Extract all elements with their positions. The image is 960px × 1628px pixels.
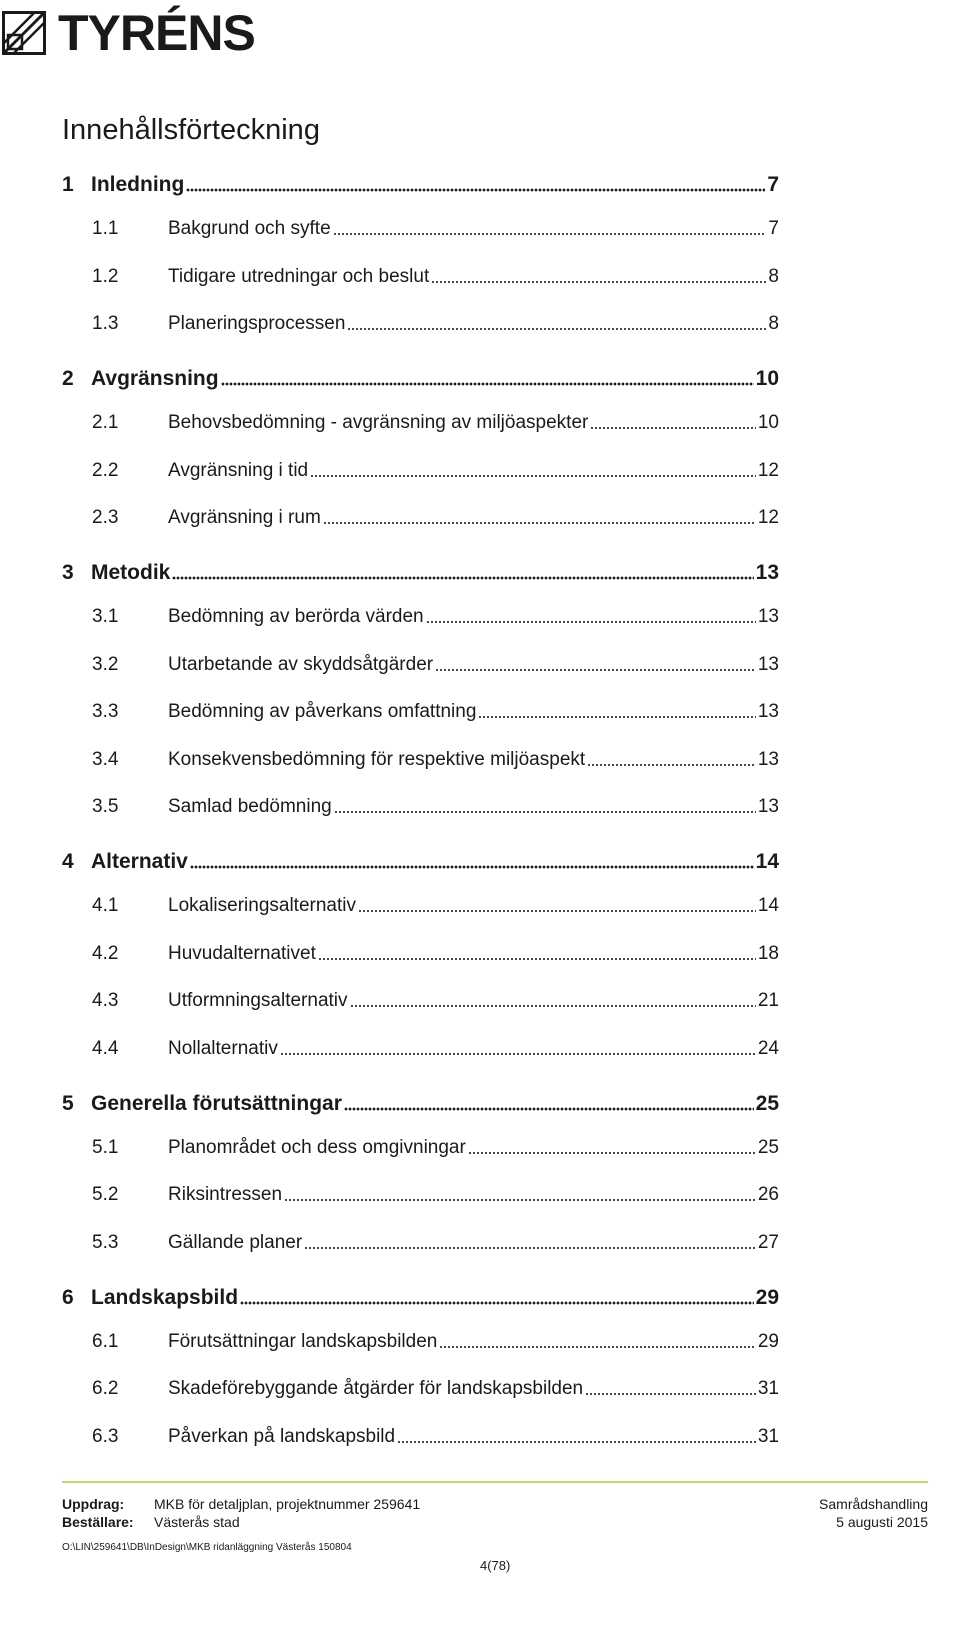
toc-chapter-entry[interactable] [62,1089,779,1119]
toc-entry-page: 7 [767,173,779,196]
toc-title: Innehållsförteckning [62,114,320,146]
toc-dot-leader [350,1004,756,1008]
toc-dot-leader [590,426,756,430]
toc-dot-leader [344,1107,754,1111]
toc-dot-leader [318,957,756,961]
toc-dot-leader [190,865,754,869]
toc-entry-number: 2.1 [92,412,119,433]
toc-entry-title: Generella förutsättningar [91,1091,342,1115]
toc-section-entry[interactable] [62,1228,779,1258]
footer-divider [62,1481,928,1483]
toc-entry-page: 12 [757,459,779,481]
toc-entry-title: Tidigare utredningar och beslut [168,265,430,287]
toc-entry-title: Påverkan på landskapsbild [168,1425,396,1447]
toc-entry-number: 6.2 [92,1378,119,1399]
toc-entry-number: 5 [62,1091,74,1115]
toc-entry-number: 3.1 [92,606,119,627]
tyrens-logo-icon [2,11,46,55]
toc-dot-leader [431,280,766,284]
toc-section-entry[interactable] [62,650,779,680]
toc-entry-title: Bedömning av påverkans omfattning [168,701,477,722]
toc-dot-leader [323,521,756,525]
footer-bestallare-value: Västerås stad [154,1514,240,1530]
toc-entry-title: Planeringsprocessen [168,313,346,334]
toc-entry-title: Alternativ [91,850,188,873]
footer-uppdrag-value: MKB för detaljplan, projektnummer 259641 [154,1496,421,1512]
toc-section-entry[interactable] [62,986,779,1016]
toc-entry-page: 8 [768,313,779,334]
toc-entry-page: 27 [757,1231,779,1253]
toc-dot-leader [585,1392,756,1396]
toc-dot-leader [347,327,766,331]
toc-section-entry[interactable] [62,1422,779,1452]
toc-dot-leader [334,810,756,814]
toc-entry-number: 1.2 [92,265,119,287]
footer-date: 5 augusti 2015 [836,1514,928,1530]
toc-entry-number: 3.4 [92,748,119,770]
toc-entry-title: Inledning [91,173,185,196]
toc-entry-page: 13 [755,561,779,584]
toc-entry-number: 6 [62,1285,74,1309]
toc-entry-number: 5.3 [92,1231,119,1253]
toc-entry-page: 18 [757,942,779,964]
toc-section-entry[interactable] [62,602,779,632]
toc-entry-number: 1.1 [92,218,119,239]
toc-entry-page: 13 [757,653,779,675]
toc-section-entry[interactable] [62,262,779,292]
footer-uppdrag-label: Uppdrag: [62,1496,125,1512]
toc-chapter-entry[interactable] [62,364,779,394]
toc-entry-page: 21 [757,990,779,1011]
toc-entry-page: 29 [757,1330,779,1352]
toc-entry-title: Nollalternativ [168,1037,278,1059]
toc-entry-page: 8 [768,265,779,287]
toc-dot-leader [468,1151,756,1155]
toc-entry-title: Samlad bedömning [168,796,332,817]
footer-bestallare-label: Beställare: [62,1514,134,1530]
toc-section-entry[interactable] [62,1133,779,1163]
toc-entry-page: 31 [757,1425,779,1447]
toc-section-entry[interactable] [62,1034,779,1064]
toc-dot-leader [478,715,755,719]
toc-section-entry[interactable] [62,697,779,727]
toc-entry-number: 2 [62,367,74,390]
toc-section-entry[interactable] [62,1374,779,1404]
toc-section-entry[interactable] [62,939,779,969]
toc-entry-title: Avgränsning [91,367,219,390]
toc-dot-leader [587,763,756,767]
toc-entry-number: 4.3 [92,990,119,1011]
toc-entry-number: 5.1 [92,1136,119,1158]
toc-dot-leader [304,1246,756,1250]
toc-dot-leader [240,1301,754,1305]
toc-section-entry[interactable] [62,456,779,486]
toc-entry-title: Riksintressen [168,1184,283,1205]
toc-section-entry[interactable] [62,891,779,921]
toc-dot-leader [426,620,756,624]
toc-entry-page: 10 [757,412,779,433]
toc-section-entry[interactable] [62,309,779,339]
toc-entry-title: Bedömning av berörda värden [168,606,424,627]
toc-dot-leader [221,382,754,386]
toc-entry-title: Landskapsbild [91,1285,239,1309]
toc-entry-page: 12 [757,507,779,528]
toc-entry-number: 2.3 [92,507,119,528]
toc-dot-leader [172,576,753,580]
toc-entry-number: 1 [62,173,74,196]
toc-entry-page: 29 [755,1285,779,1309]
toc-entry-number: 6.3 [92,1425,119,1447]
toc-entry-title: Planområdet och dess omgivningar [168,1136,466,1158]
toc-entry-page: 25 [757,1136,779,1158]
toc-dot-leader [310,474,756,478]
toc-dot-leader [358,909,756,913]
toc-entry-title: Lokaliseringsalternativ [168,895,356,916]
toc-dot-leader [439,1345,756,1349]
toc-section-entry[interactable] [62,792,779,822]
toc-entry-title: Förutsättningar landskapsbilden [168,1330,438,1352]
toc-entry-page: 14 [757,895,779,916]
toc-entry-number: 4.1 [92,895,119,916]
toc-dot-leader [435,668,756,672]
toc-entry-page: 13 [757,606,779,627]
toc-entry-page: 7 [768,218,779,239]
toc-entry-number: 3.3 [92,701,119,722]
toc-entry-title: Skadeförebyggande åtgärder för landskapsbilden [168,1378,584,1399]
toc-section-entry[interactable] [62,745,779,775]
footer-bestallare [62,1514,240,1530]
toc-entry-page: 24 [757,1037,779,1059]
toc-chapter-entry[interactable] [62,170,779,200]
toc-entry-number: 4.4 [92,1037,119,1059]
toc-entry-page: 14 [755,850,779,873]
toc-entry-page: 13 [757,796,779,817]
toc-dot-leader [186,188,765,192]
toc-entry-title: Avgränsning i rum [168,507,321,528]
toc-section-entry[interactable] [62,1327,779,1357]
footer-file-path: O:\LIN\259641\DB\InDesign\MKB ridanläggning Västerås 150804 [62,1542,352,1553]
toc-entry-title: Bakgrund och syfte [168,218,331,239]
toc-entry-number: 6.1 [92,1330,119,1352]
toc-entry-title: Behovsbedömning - avgränsning av miljöaspekter [168,412,589,433]
toc-entry-title: Gällande planer [168,1231,303,1253]
toc-entry-number: 4 [62,850,74,873]
toc-entry-page: 13 [757,701,779,722]
toc-entry-number: 2.2 [92,459,119,481]
toc-dot-leader [280,1052,756,1056]
brand-name: TYRÉNS [58,5,255,61]
toc-chapter-entry[interactable] [62,1283,779,1313]
toc-entry-page: 25 [755,1091,779,1115]
toc-section-entry[interactable] [62,503,779,533]
toc-entry-number: 4.2 [92,942,119,964]
toc-section-entry[interactable] [62,1180,779,1210]
toc-chapter-entry[interactable] [62,847,779,877]
footer-uppdrag [62,1496,420,1512]
toc-entry-title: Utformningsalternativ [168,990,348,1011]
toc-chapter-entry[interactable] [62,558,779,588]
toc-dot-leader [333,232,767,236]
toc-entry-page: 26 [757,1184,779,1205]
footer-status: Samrådshandling [819,1496,928,1512]
toc-dot-leader [284,1198,756,1202]
toc-entry-title: Utarbetande av skyddsåtgärder [168,653,434,675]
toc-section-entry[interactable] [62,214,779,244]
toc-entry-number: 3 [62,561,74,584]
toc-entry-title: Metodik [91,561,171,584]
toc-dot-leader [397,1440,756,1444]
toc-entry-number: 3.5 [92,796,119,817]
table-of-contents [62,0,779,1480]
toc-entry-page: 31 [757,1378,779,1399]
toc-entry-page: 10 [755,367,779,390]
toc-entry-title: Avgränsning i tid [168,459,309,481]
toc-section-entry[interactable] [62,408,779,438]
toc-entry-page: 13 [757,748,779,770]
toc-entry-title: Huvudalternativet [168,942,316,964]
toc-entry-title: Konsekvensbedömning för respektive miljöaspekt [168,748,586,770]
toc-entry-number: 5.2 [92,1184,119,1205]
footer-page-number: 4(78) [480,1558,511,1573]
toc-entry-number: 1.3 [92,313,119,334]
toc-entry-number: 3.2 [92,653,119,675]
